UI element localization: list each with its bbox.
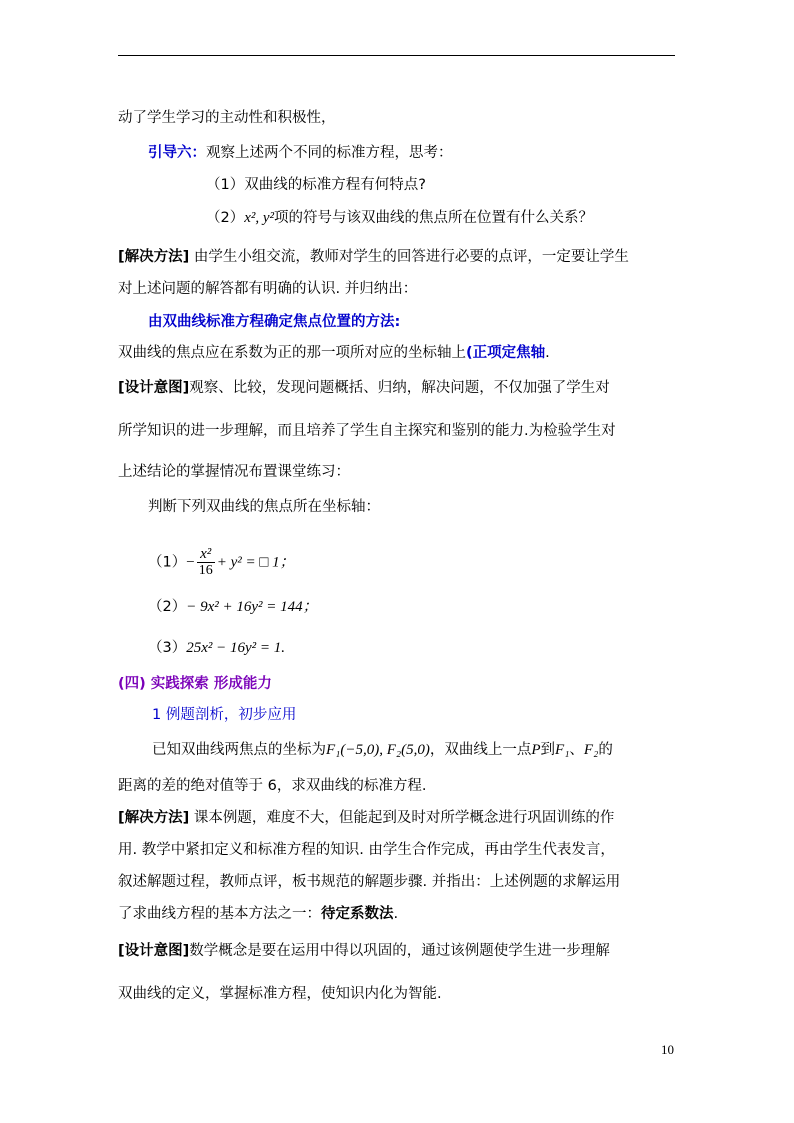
focus-rule-text: 双曲线的焦点应在系数为正的那一项所对应的坐标轴上 (118, 345, 466, 361)
example-text-e: 的 (598, 742, 613, 758)
method-2-cont3-text: 了求曲线方程的基本方法之一： (118, 906, 321, 922)
method-1-text: 由学生小组交流，教师对学生的回答进行必要的点评，一定要让学生 (193, 249, 629, 265)
example-f1: F₁ (555, 742, 570, 758)
question-2-math: x², y² (244, 210, 275, 226)
design-1-label: [设计意图] (118, 380, 190, 396)
section-4-heading: (四) 实践探索 形成能力 (118, 676, 272, 692)
exercise-3-math: 25x² − 16y² = 1. (186, 640, 286, 656)
method-2-text: 课本例题，难度不大，但能起到及时对所学概念进行巩固训练的作 (193, 810, 615, 826)
method-1-cont: 对上述问题的解答都有明确的认识. 并归纳出： (118, 281, 418, 297)
example-problem (152, 740, 613, 760)
question-1: （1）双曲线的标准方程有何特点? (206, 177, 426, 193)
example-text-b: ，双曲线上一点 (429, 742, 532, 758)
question-2 (206, 208, 593, 228)
example-f2: F₂ (583, 742, 599, 758)
example-point: P (531, 742, 541, 758)
question-2-prefix: （2） (206, 210, 245, 226)
example-text-d: 、 (569, 742, 584, 758)
method-2 (118, 808, 614, 828)
example-foci: F₁(−5,0), F₂(5,0) (326, 742, 430, 758)
page-number: 10 (661, 1042, 674, 1057)
guide-six-label: 引导六： (148, 145, 206, 161)
exercise-intro: 判断下列双曲线的焦点所在坐标轴： (148, 499, 380, 515)
question-2-text: 项的符号与该双曲线的焦点所在位置有什么关系？ (274, 210, 594, 226)
header-rule (118, 55, 675, 56)
method-2-cont3 (118, 904, 398, 924)
method-2-period: . (393, 906, 399, 922)
exercise-1-fraction: $\frac{\text{x²}}{16}$ (198, 546, 213, 578)
method-2-label: [解决方法] (118, 810, 190, 826)
method-2-cont1: 用. 教学中紧扣定义和标准方程的知识. 由学生合作完成，再由学生代表发言， (118, 842, 615, 858)
method-1 (118, 247, 629, 267)
exercise-2 (148, 597, 318, 617)
exercise-1-tail: + y² = □ 1； (216, 554, 295, 571)
design-1 (118, 378, 610, 398)
focus-rule-end: . (545, 345, 550, 361)
guide-six-text: 观察上述两个不同的标准方程，思考： (206, 145, 453, 161)
design-1-cont2: 上述结论的掌握情况布置课堂练习： (118, 464, 350, 480)
design-2 (118, 941, 610, 961)
guide-six (148, 143, 453, 163)
method-2-cont2: 叙述解题过程，教师点评，板书规范的解题步骤. 并指出：上述例题的求解运用 (118, 874, 621, 890)
design-1-text: 观察、比较，发现问题概括、归纳，解决问题，不仅加强了学生对 (189, 380, 610, 396)
exercise-3-label: （3） (148, 640, 187, 656)
focus-rule-highlight: (正项定焦轴 (466, 345, 546, 361)
design-2-cont: 双曲线的定义，掌握标准方程，使知识内化为智能. (118, 986, 442, 1002)
design-2-label: [设计意图] (118, 943, 190, 959)
example-problem-cont: 距离的差的绝对值等于 6，求双曲线的标准方程. (118, 778, 427, 794)
focus-rule (118, 343, 550, 363)
exercise-1-label: （1） (148, 554, 187, 571)
design-2-text: 数学概念是要在运用中得以巩固的，通过该例题使学生进一步理解 (189, 943, 610, 959)
example-text-c: 到 (540, 742, 556, 758)
text-line: 动了学生学习的主动性和积极性， (118, 110, 336, 126)
example-text-a: 已知双曲线两焦点的坐标为 (152, 742, 326, 758)
exercise-2-math: − 9x² + 16y² = 144； (186, 599, 318, 615)
method-2-keyword: 待定系数法 (321, 906, 394, 922)
subsection-1: 1 例题剖析，初步应用 (152, 707, 297, 723)
method-1-label: [解决方法] (118, 249, 190, 265)
focus-method-heading: 由双曲线标准方程确定焦点位置的方法: (148, 314, 401, 330)
exercise-3 (148, 638, 285, 658)
exercise-1: （1）− $\frac{\text{x²}}{16}$ + y² = □ 1； (148, 546, 295, 578)
exercise-2-label: （2） (148, 599, 187, 615)
design-1-cont: 所学知识的进一步理解，而且培养了学生自主探究和鉴别的能力.为检验学生对 (118, 423, 616, 439)
